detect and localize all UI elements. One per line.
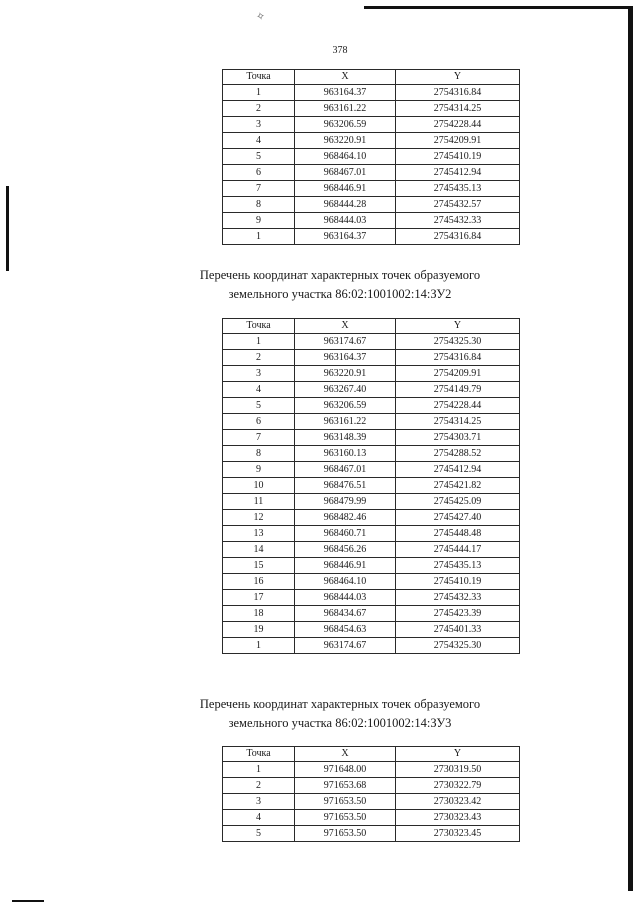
cell-point: 5	[223, 826, 295, 842]
cell-x: 968446.91	[295, 181, 396, 197]
caption-zu2-line1: Перечень координат характерных точек образуемого	[199, 268, 481, 282]
table-row	[223, 462, 520, 478]
cell-point: 3	[223, 794, 295, 810]
cell-y: 2745423.39	[396, 606, 520, 622]
table-row	[223, 558, 520, 574]
scan-edge-top	[364, 6, 632, 9]
table-row	[223, 334, 520, 350]
header-x: X	[295, 70, 396, 85]
cell-point: 12	[223, 510, 295, 526]
cell-x: 963164.37	[295, 229, 396, 245]
table-row	[223, 366, 520, 382]
cell-point: 19	[223, 622, 295, 638]
cell-y: 2745432.33	[396, 213, 520, 229]
table-row	[223, 181, 520, 197]
cell-x: 968467.01	[295, 165, 396, 181]
scan-edge-right	[628, 6, 633, 891]
cell-y: 2754316.84	[396, 85, 520, 101]
table-row	[223, 398, 520, 414]
cell-point: 4	[223, 810, 295, 826]
cell-y: 2745412.94	[396, 165, 520, 181]
cell-y: 2754314.25	[396, 414, 520, 430]
page-number: 378	[332, 45, 348, 56]
table-row	[223, 101, 520, 117]
cell-x: 963220.91	[295, 133, 396, 149]
cell-x: 963161.22	[295, 101, 396, 117]
cell-point: 15	[223, 558, 295, 574]
cell-point: 16	[223, 574, 295, 590]
table-row	[223, 117, 520, 133]
cell-x: 968464.10	[295, 149, 396, 165]
header-y: Y	[396, 70, 520, 85]
coords-table-3	[222, 746, 520, 842]
cell-y: 2754325.30	[396, 638, 520, 654]
table-row	[223, 133, 520, 149]
table-row	[223, 542, 520, 558]
cell-x: 971653.68	[295, 778, 396, 794]
header-x: X	[295, 319, 396, 334]
cell-y: 2754288.52	[396, 446, 520, 462]
cell-y: 2730323.43	[396, 810, 520, 826]
cell-y: 2745432.57	[396, 197, 520, 213]
cell-point: 17	[223, 590, 295, 606]
table-row	[223, 149, 520, 165]
cell-x: 968456.26	[295, 542, 396, 558]
cell-y: 2745444.17	[396, 542, 520, 558]
coords-table-1	[222, 69, 520, 245]
table-row	[223, 197, 520, 213]
cell-point: 2	[223, 101, 295, 117]
cell-point: 6	[223, 414, 295, 430]
cell-point: 2	[223, 350, 295, 366]
table-row	[223, 574, 520, 590]
caption-zu2	[130, 266, 550, 304]
table-row	[223, 165, 520, 181]
cell-x: 963174.67	[295, 334, 396, 350]
cell-x: 963206.59	[295, 117, 396, 133]
table-row	[223, 446, 520, 462]
cell-point: 8	[223, 197, 295, 213]
table-row	[223, 510, 520, 526]
cell-y: 2745425.09	[396, 494, 520, 510]
cell-x: 963148.39	[295, 430, 396, 446]
table-row	[223, 622, 520, 638]
cell-x: 968434.67	[295, 606, 396, 622]
cell-x: 968467.01	[295, 462, 396, 478]
cell-point: 1	[223, 638, 295, 654]
cell-y: 2754325.30	[396, 334, 520, 350]
cell-x: 963174.67	[295, 638, 396, 654]
cell-y: 2745401.33	[396, 622, 520, 638]
cell-y: 2745427.40	[396, 510, 520, 526]
cell-point: 3	[223, 366, 295, 382]
cell-point: 7	[223, 181, 295, 197]
cell-point: 4	[223, 133, 295, 149]
table-row	[223, 414, 520, 430]
table-row	[223, 494, 520, 510]
cell-y: 2754228.44	[396, 117, 520, 133]
cell-point: 14	[223, 542, 295, 558]
cell-y: 2754316.84	[396, 229, 520, 245]
cell-point: 1	[223, 229, 295, 245]
cell-point: 10	[223, 478, 295, 494]
scan-edge-left	[6, 186, 9, 271]
cell-y: 2754209.91	[396, 366, 520, 382]
table-row	[223, 638, 520, 654]
cell-x: 968454.63	[295, 622, 396, 638]
cell-point: 11	[223, 494, 295, 510]
table-row	[223, 606, 520, 622]
cell-point: 1	[223, 85, 295, 101]
table-row	[223, 85, 520, 101]
table-row	[223, 526, 520, 542]
table-row	[223, 478, 520, 494]
cell-y: 2745435.13	[396, 181, 520, 197]
cell-point: 13	[223, 526, 295, 542]
cell-x: 963267.40	[295, 382, 396, 398]
cell-point: 1	[223, 762, 295, 778]
table-row	[223, 590, 520, 606]
table-row	[223, 794, 520, 810]
caption-zu3-line2: земельного участка 86:02:1001002:14:ЗУ3	[228, 716, 452, 730]
cell-y: 2745421.82	[396, 478, 520, 494]
table-row	[223, 762, 520, 778]
cell-point: 5	[223, 398, 295, 414]
table-header-row	[223, 747, 520, 762]
cell-y: 2754149.79	[396, 382, 520, 398]
cell-y: 2730322.79	[396, 778, 520, 794]
table-row	[223, 430, 520, 446]
header-point: Точка	[223, 70, 295, 85]
cell-point: 9	[223, 213, 295, 229]
cell-x: 968476.51	[295, 478, 396, 494]
cell-point: 4	[223, 382, 295, 398]
cell-y: 2745432.33	[396, 590, 520, 606]
cell-y: 2754303.71	[396, 430, 520, 446]
cell-point: 8	[223, 446, 295, 462]
cell-x: 968446.91	[295, 558, 396, 574]
cell-point: 2	[223, 778, 295, 794]
cell-x: 971653.50	[295, 826, 396, 842]
cell-y: 2754314.25	[396, 101, 520, 117]
header-point: Точка	[223, 319, 295, 334]
caption-zu3	[130, 695, 550, 733]
cell-x: 968444.03	[295, 213, 396, 229]
cell-x: 971653.50	[295, 810, 396, 826]
table-row	[223, 229, 520, 245]
cell-x: 963220.91	[295, 366, 396, 382]
cell-y: 2730323.42	[396, 794, 520, 810]
cell-x: 963160.13	[295, 446, 396, 462]
cell-y: 2745410.19	[396, 149, 520, 165]
cell-point: 6	[223, 165, 295, 181]
cell-y: 2754209.91	[396, 133, 520, 149]
cell-y: 2745435.13	[396, 558, 520, 574]
caption-zu2-line2: земельного участка 86:02:1001002:14:ЗУ2	[228, 287, 452, 301]
cell-x: 963164.37	[295, 85, 396, 101]
cell-y: 2745410.19	[396, 574, 520, 590]
cell-x: 968444.03	[295, 590, 396, 606]
cell-y: 2754316.84	[396, 350, 520, 366]
cell-x: 968460.71	[295, 526, 396, 542]
cell-point: 5	[223, 149, 295, 165]
table-header-row	[223, 319, 520, 334]
cell-x: 963206.59	[295, 398, 396, 414]
cell-x: 968464.10	[295, 574, 396, 590]
cell-y: 2730319.50	[396, 762, 520, 778]
table-header-row	[223, 70, 520, 85]
table-row	[223, 213, 520, 229]
header-y: Y	[396, 319, 520, 334]
cell-point: 3	[223, 117, 295, 133]
scan-smudge-mark: ✧	[254, 10, 267, 24]
cell-y: 2745412.94	[396, 462, 520, 478]
coords-table-2	[222, 318, 520, 654]
cell-y: 2745448.48	[396, 526, 520, 542]
cell-y: 2754228.44	[396, 398, 520, 414]
header-y: Y	[396, 747, 520, 762]
cell-x: 968479.99	[295, 494, 396, 510]
table-row	[223, 778, 520, 794]
cell-x: 971648.00	[295, 762, 396, 778]
table-row	[223, 826, 520, 842]
cell-x: 971653.50	[295, 794, 396, 810]
header-point: Точка	[223, 747, 295, 762]
table-row	[223, 350, 520, 366]
table-row	[223, 810, 520, 826]
cell-point: 9	[223, 462, 295, 478]
cell-x: 963164.37	[295, 350, 396, 366]
cell-point: 18	[223, 606, 295, 622]
cell-point: 1	[223, 334, 295, 350]
table-row	[223, 382, 520, 398]
caption-zu3-line1: Перечень координат характерных точек образуемого	[199, 697, 481, 711]
cell-x: 968444.28	[295, 197, 396, 213]
cell-y: 2730323.45	[396, 826, 520, 842]
cell-x: 963161.22	[295, 414, 396, 430]
cell-point: 7	[223, 430, 295, 446]
header-x: X	[295, 747, 396, 762]
cell-x: 968482.46	[295, 510, 396, 526]
scan-edge-bottom	[12, 900, 44, 902]
